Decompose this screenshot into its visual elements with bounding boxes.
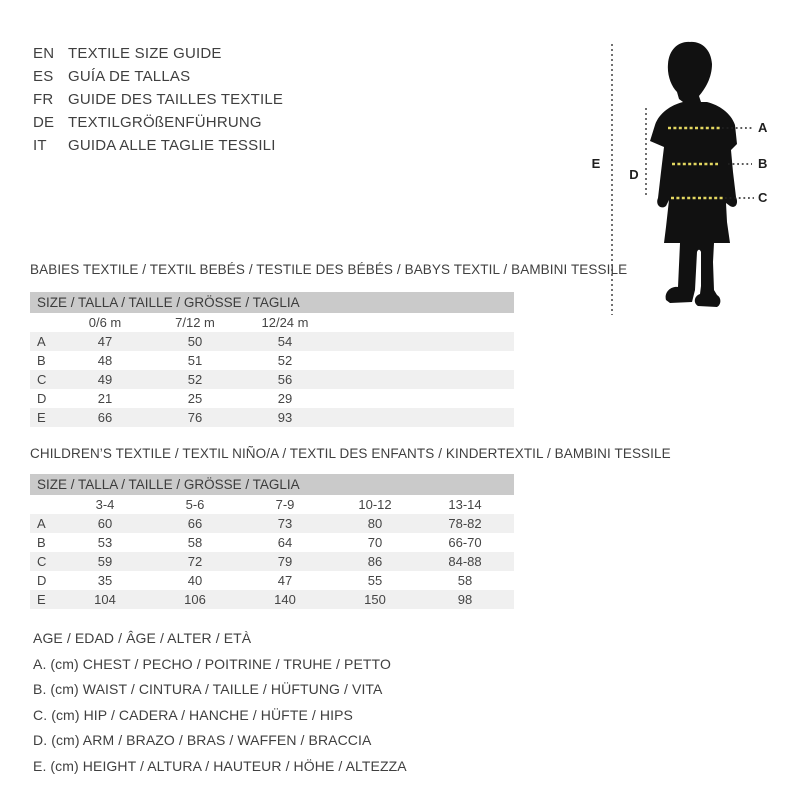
cell-value: 66-70 [448, 535, 482, 550]
legend-arm-line: D. (cm) ARM / BRAZO / BRAS / WAFFEN / BRACCIA [33, 732, 372, 748]
language-title: TEXTILGRÖßENFÜHRUNG [68, 114, 262, 131]
cell-value: 49 [97, 372, 113, 387]
cell-value: 79 [277, 554, 293, 569]
cell-value: 86 [367, 554, 383, 569]
language-title-list [33, 42, 283, 157]
cell-value: 53 [97, 535, 113, 550]
row-label: C [37, 554, 47, 569]
cell-value: 76 [187, 410, 203, 425]
language-code: DE [33, 114, 55, 131]
cell-value: 47 [277, 573, 293, 588]
language-title: TEXTILE SIZE GUIDE [68, 45, 222, 62]
cell-value: 60 [97, 516, 113, 531]
table-row [30, 533, 514, 552]
cell-filler [330, 408, 514, 427]
child-silhouette [650, 42, 737, 307]
cell-value: 78-82 [448, 516, 482, 531]
table-row [30, 370, 514, 389]
cell-value: 35 [97, 573, 113, 588]
child-silhouette-diagram [580, 22, 800, 322]
figure-label-a: A [758, 120, 768, 135]
figure-label-b: B [758, 156, 768, 171]
figure-label-e: E [591, 156, 601, 171]
children-size-table [30, 474, 514, 609]
measurement-legend [33, 626, 407, 779]
measurement-figure [580, 22, 800, 322]
column-header: 7/12 m [175, 315, 215, 330]
table-row [30, 332, 514, 351]
table-row [30, 552, 514, 571]
column-header: 0/6 m [88, 315, 122, 330]
cell-filler [330, 370, 514, 389]
cell-empty [30, 313, 60, 332]
cell-value: 52 [187, 372, 203, 387]
row-label: E [37, 592, 46, 607]
language-row-en [33, 42, 283, 65]
children-size-header-bar: SIZE / TALLA / TAILLE / GRÖSSE / TAGLIA [30, 474, 514, 495]
language-code: IT [33, 137, 47, 154]
cell-value: 93 [277, 410, 293, 425]
babies-size-header-bar: SIZE / TALLA / TAILLE / GRÖSSE / TAGLIA [30, 292, 514, 313]
figure-label-d: D [629, 167, 639, 182]
cell-value: 50 [187, 334, 203, 349]
babies-size-table [30, 292, 514, 427]
cell-filler [330, 389, 514, 408]
column-header: 7-9 [275, 497, 295, 512]
row-label: D [37, 391, 47, 406]
cell-empty [30, 495, 60, 514]
cell-value: 150 [364, 592, 386, 607]
cell-value: 80 [367, 516, 383, 531]
cell-value: 66 [187, 516, 203, 531]
cell-value: 55 [367, 573, 383, 588]
legend-hip-line: C. (cm) HIP / CADERA / HANCHE / HÜFTE / HIPS [33, 706, 353, 723]
cell-value: 140 [274, 592, 296, 607]
cell-value: 64 [277, 535, 293, 550]
row-label: C [37, 372, 47, 387]
cell-value: 47 [97, 334, 113, 349]
cell-value: 56 [277, 372, 293, 387]
cell-value: 106 [184, 592, 206, 607]
cell-value: 70 [367, 535, 383, 550]
legend-waist-line: B. (cm) WAIST / CINTURA / TAILLE / HÜFTUNG / VITA [33, 681, 383, 697]
babies-section-heading: BABIES TEXTILE / TEXTIL BEBÉS / TESTILE DES BÉBÉS / BABYS TEXTIL / BAMBINI TESSILE [30, 262, 628, 277]
legend-age-line: AGE / EDAD / ÂGE / ALTER / ETÀ [33, 630, 252, 646]
cell-value: 73 [277, 516, 293, 531]
table-row [30, 351, 514, 370]
table-row [30, 389, 514, 408]
row-label: D [37, 573, 47, 588]
language-row-fr [33, 88, 283, 111]
children-section-heading: CHILDREN’S TEXTILE / TEXTIL NIÑO/A / TEXTIL DES ENFANTS / KINDERTEXTIL / BAMBINI TESSILE [30, 446, 671, 461]
legend-height-line: E. (cm) HEIGHT / ALTURA / HAUTEUR / HÖHE / ALTEZZA [33, 757, 407, 774]
table-row [30, 571, 514, 590]
cell-value: 40 [187, 573, 203, 588]
column-header: 3-4 [95, 497, 115, 512]
cell-value: 104 [94, 592, 116, 607]
column-header: 5-6 [185, 497, 205, 512]
row-label: B [37, 353, 46, 368]
table-row [30, 590, 514, 609]
table-row [30, 514, 514, 533]
language-code: FR [33, 91, 54, 108]
cell-value: 66 [97, 410, 113, 425]
cell-value: 51 [187, 353, 203, 368]
cell-value: 84-88 [448, 554, 482, 569]
cell-value: 29 [277, 391, 293, 406]
table-row [30, 408, 514, 427]
row-label: B [37, 535, 46, 550]
language-row-it [33, 134, 283, 157]
cell-value: 48 [97, 353, 113, 368]
language-title: GUÍA DE TALLAS [68, 68, 191, 85]
cell-value: 58 [457, 573, 473, 588]
cell-value: 25 [187, 391, 203, 406]
row-label: A [37, 334, 46, 349]
column-header: 13-14 [448, 497, 482, 512]
legend-chest-line: A. (cm) CHEST / PECHO / POITRINE / TRUHE / PETTO [33, 655, 391, 672]
language-code: EN [33, 45, 55, 62]
cell-filler [330, 332, 514, 351]
cell-value: 98 [457, 592, 473, 607]
cell-value: 21 [97, 391, 113, 406]
cell-filler [330, 313, 514, 332]
language-row-es [33, 65, 283, 88]
cell-filler [330, 351, 514, 370]
language-code: ES [33, 68, 54, 85]
cell-value: 54 [277, 334, 293, 349]
row-label: A [37, 516, 46, 531]
language-title: GUIDA ALLE TAGLIE TESSILI [68, 137, 276, 154]
column-header: 10-12 [358, 497, 392, 512]
children-column-header-row [30, 495, 514, 514]
cell-value: 52 [277, 353, 293, 368]
babies-column-header-row [30, 313, 514, 332]
language-row-de [33, 111, 283, 134]
row-label: E [37, 410, 46, 425]
column-header: 12/24 m [261, 315, 309, 330]
language-title: GUIDE DES TAILLES TEXTILE [68, 91, 284, 108]
cell-value: 72 [187, 554, 203, 569]
figure-label-c: C [758, 190, 768, 205]
cell-value: 59 [97, 554, 113, 569]
cell-value: 58 [187, 535, 203, 550]
